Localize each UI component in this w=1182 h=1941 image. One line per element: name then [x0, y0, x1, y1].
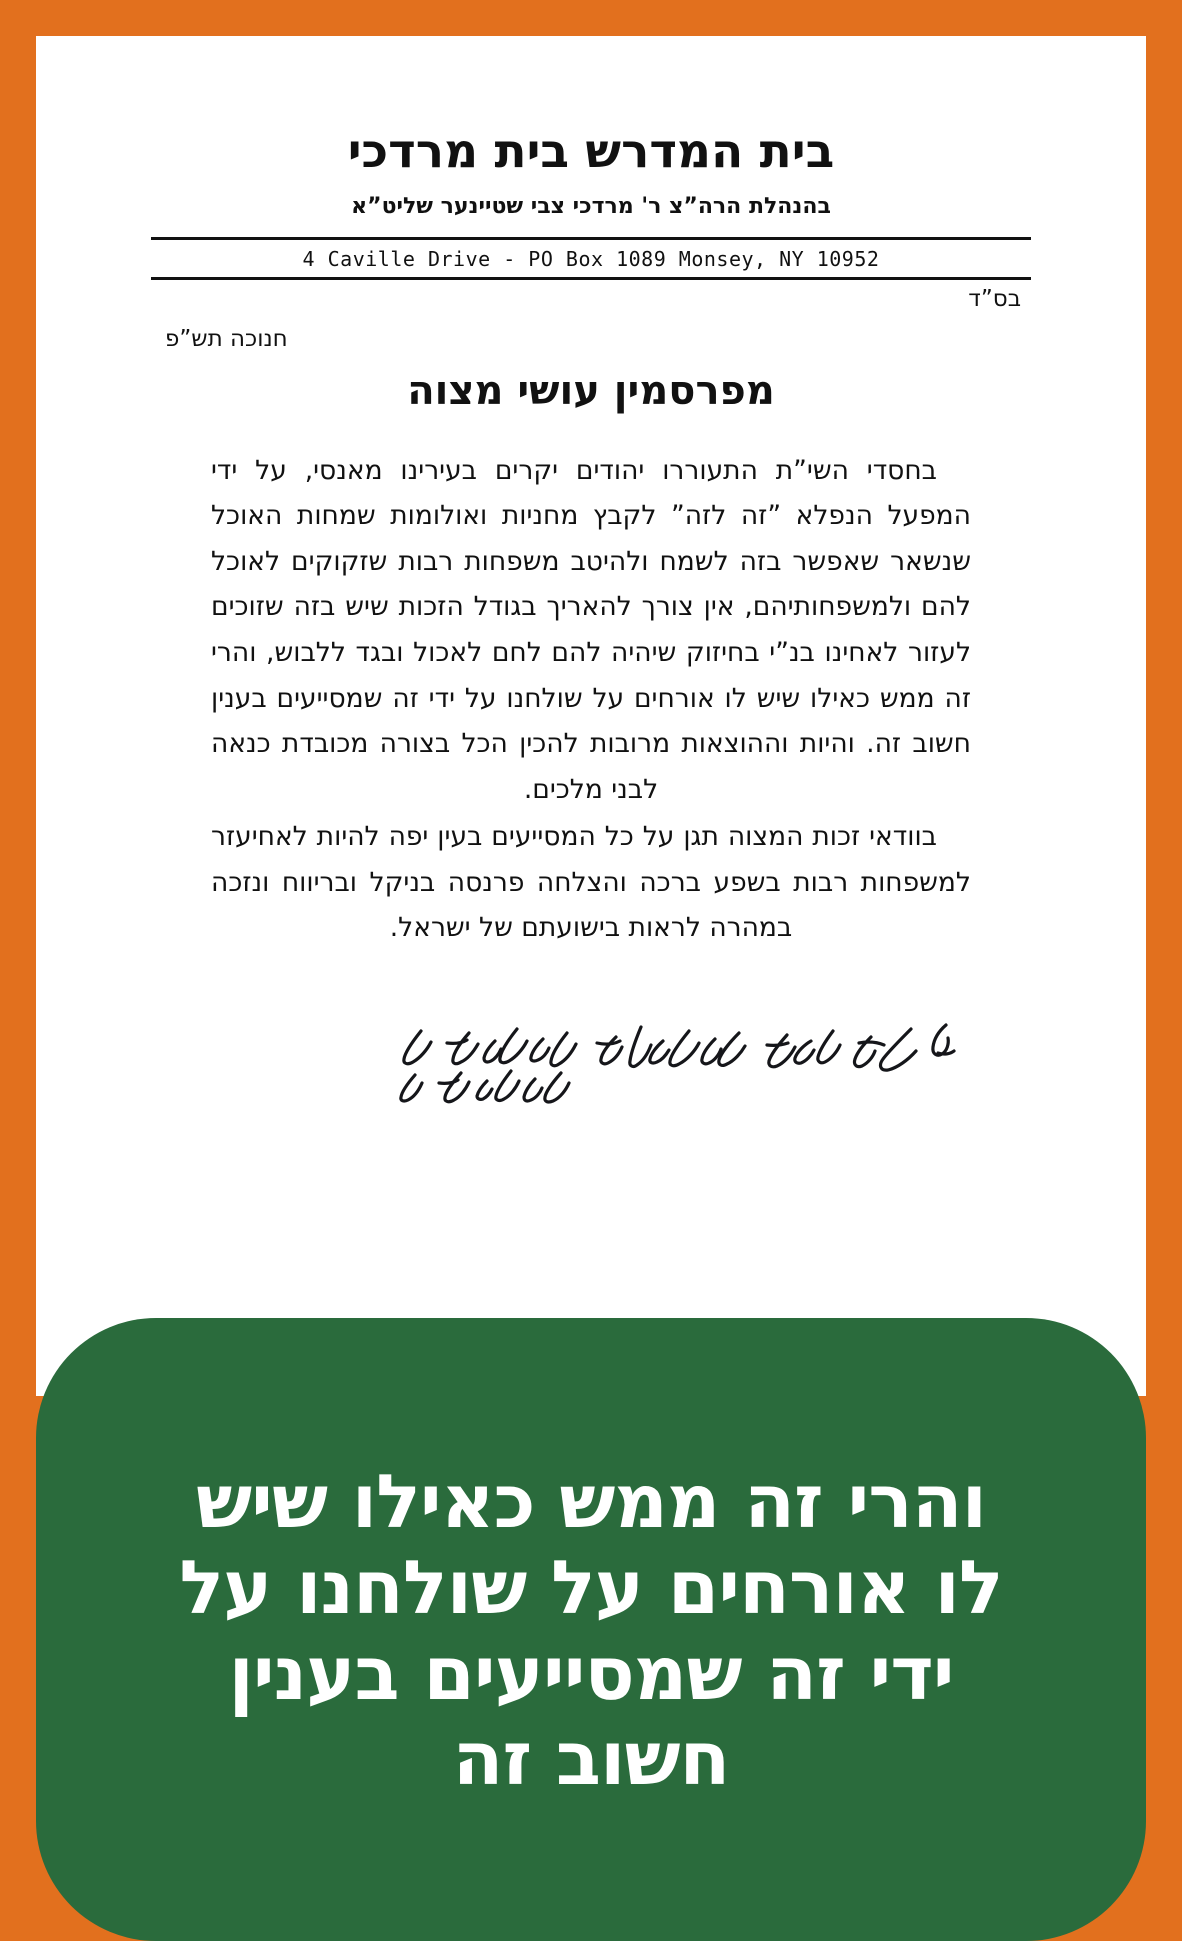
letter-sheet [36, 36, 1146, 1396]
bsd-marker: בס”ד [968, 285, 1021, 312]
meta-row [151, 280, 1031, 356]
callout-line-4: חשוב זה [452, 1716, 730, 1803]
body-paragraph-2: בוודאי זכות המצוה תגן על כל המסייעים בעין יפה להיות לאחיעזר למשפחות רבות בשפע ברכה והצלחה פרנסה בניקל ובריווח ונזכה במהרה לראות בישועתם של ישראל. [211, 821, 971, 944]
callout-line-2: לו אורחים על שולחנו על [179, 1544, 1003, 1631]
body-paragraph-1: בחסדי השי”ת התעוררו יהודים יקרים בעירינו מאנסי, על ידי המפעל הנפלא ”זה לזה” לקבץ מחניות ואולומות שמחות האוכל שנשאר שאפשר בזה לשמח ולהיטב משפחות רבות שזקוקים לאוכל להם ולמשפחותיהם, אין צורך להאריך בגודל הזכות שיש בזה שזוכים לעזור לאחינו בנ”י בחיזוק שיהיה להם לחם לאכול ובגד ללבוש, והרי זה ממש כאילו שיש לו אורחים על שולחנו על ידי זה שמסייעים בענין חשוב זה. והיות וההוצאות מרובות להכין הכל בצורה מכובדת כנאה לבני מלכים. [211, 454, 971, 805]
organization-address: 4 Caville Drive - PO Box 1089 Monsey, NY 10952 [302, 246, 880, 271]
callout-line-1: והרי זה ממש כאילו שיש [195, 1459, 987, 1545]
callout-text [36, 1318, 1146, 1803]
address-rule-block [151, 237, 1031, 280]
hebrew-date: חנוכה תש”פ [165, 325, 288, 352]
callout-line-3: ידי זה שמסייעים בענין [228, 1630, 954, 1717]
letter-body [211, 448, 971, 951]
organization-subtitle: בהנהלת הרה”צ ר' מרדכי צבי שטיינער שליט”א [351, 193, 831, 219]
letterhead [36, 36, 1146, 280]
organization-title: בית המדרש בית מרדכי [347, 124, 835, 179]
page-title: מפרסמין עושי מצוה [407, 367, 775, 414]
signature-block [211, 1007, 971, 1117]
callout-panel [36, 1318, 1146, 1941]
handwritten-signature-icon [211, 1007, 971, 1117]
